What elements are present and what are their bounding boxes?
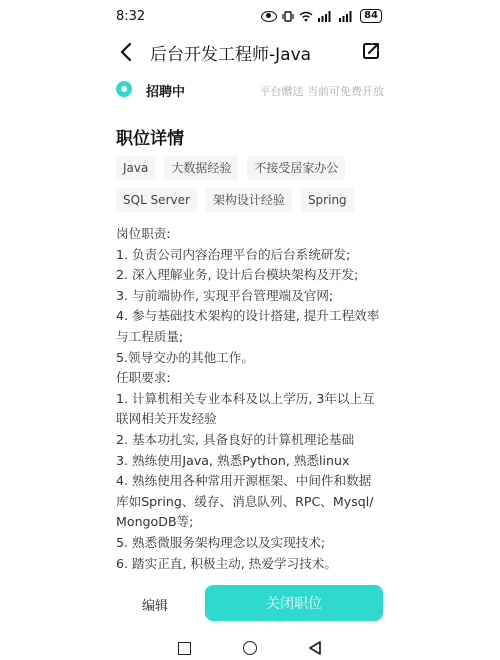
description-line: 库如Spring、缓存、消息队列、RPC、Mysql/ xyxy=(116,493,374,509)
close-position-button[interactable]: 关闭职位 xyxy=(205,585,383,621)
description-line: 岗位职责: xyxy=(116,226,171,241)
description-line: 3. 熟练使用Java, 熟悉Python, 熟悉linux xyxy=(116,452,350,468)
description-line: 1. 计算机相关专业本科及以上学历, 3年以上互 xyxy=(116,390,375,406)
system-nav-bar xyxy=(0,636,500,660)
status-note: 平台赠送 当前可免费开放 xyxy=(259,85,384,98)
tag-architecture: 架构设计经验 xyxy=(206,188,292,212)
status-indicator-icon xyxy=(116,81,132,97)
back-arrow-icon[interactable] xyxy=(118,42,134,62)
status-icons xyxy=(261,9,382,23)
description-line: 与工程质量; xyxy=(116,328,184,344)
tag-spring: Spring xyxy=(301,188,354,212)
signal-icon-2 xyxy=(339,11,355,22)
description-line: 任职要求: xyxy=(116,370,171,386)
description-line: 2. 深入理解业务, 设计后台模块架构及开发; xyxy=(116,267,359,283)
status-bar xyxy=(0,0,500,32)
nav-back-icon[interactable] xyxy=(308,641,322,655)
job-tags xyxy=(116,156,386,212)
recruiting-status-row xyxy=(0,78,500,102)
description-line: 4. 熟练使用各种常用开源框架、中间件和数据 xyxy=(116,473,372,489)
tag-sql-server: SQL Server xyxy=(116,188,197,212)
page-title: 后台开发工程师-Java xyxy=(150,45,312,65)
battery-icon: 84 xyxy=(360,9,382,23)
description-line: 4. 参与基础技术架构的设计搭建, 提升工程效率 xyxy=(116,308,380,324)
description-line: 5.领导交办的其他工作。 xyxy=(116,349,254,365)
wifi-icon xyxy=(299,11,313,22)
tag-no-remote: 不接受居家办公 xyxy=(247,156,345,180)
description-line: 联网相关开发经验 xyxy=(116,411,217,427)
recent-apps-icon[interactable] xyxy=(178,642,191,655)
home-icon[interactable] xyxy=(243,641,257,655)
description-line: 2. 基本功扎实, 具备良好的计算机理论基础 xyxy=(116,431,355,447)
status-label: 招聘中 xyxy=(146,85,186,100)
share-icon[interactable] xyxy=(361,41,381,61)
eye-icon xyxy=(261,11,277,22)
tag-big-data: 大数据经验 xyxy=(164,156,238,180)
description-line: MongoDB等; xyxy=(116,514,194,530)
description-line: 5. 熟悉微服务架构理念以及实现技术; xyxy=(116,534,326,550)
status-time: 8:32 xyxy=(116,8,146,24)
description-line: 3. 与前端协作, 实现平台管理端及官网; xyxy=(116,287,334,303)
tag-java: Java xyxy=(116,156,155,180)
vibrate-icon xyxy=(282,11,294,22)
signal-icon xyxy=(318,11,334,22)
description-line: 1. 负责公司内容治理平台的后台系统研发; xyxy=(116,246,351,262)
edit-button[interactable]: 编辑 xyxy=(141,598,168,614)
app-header xyxy=(0,32,500,72)
section-title: 职位详情 xyxy=(116,129,184,149)
description-line: 6. 踏实正直, 积极主动, 热爱学习技术。 xyxy=(116,555,337,571)
job-description xyxy=(116,224,391,574)
